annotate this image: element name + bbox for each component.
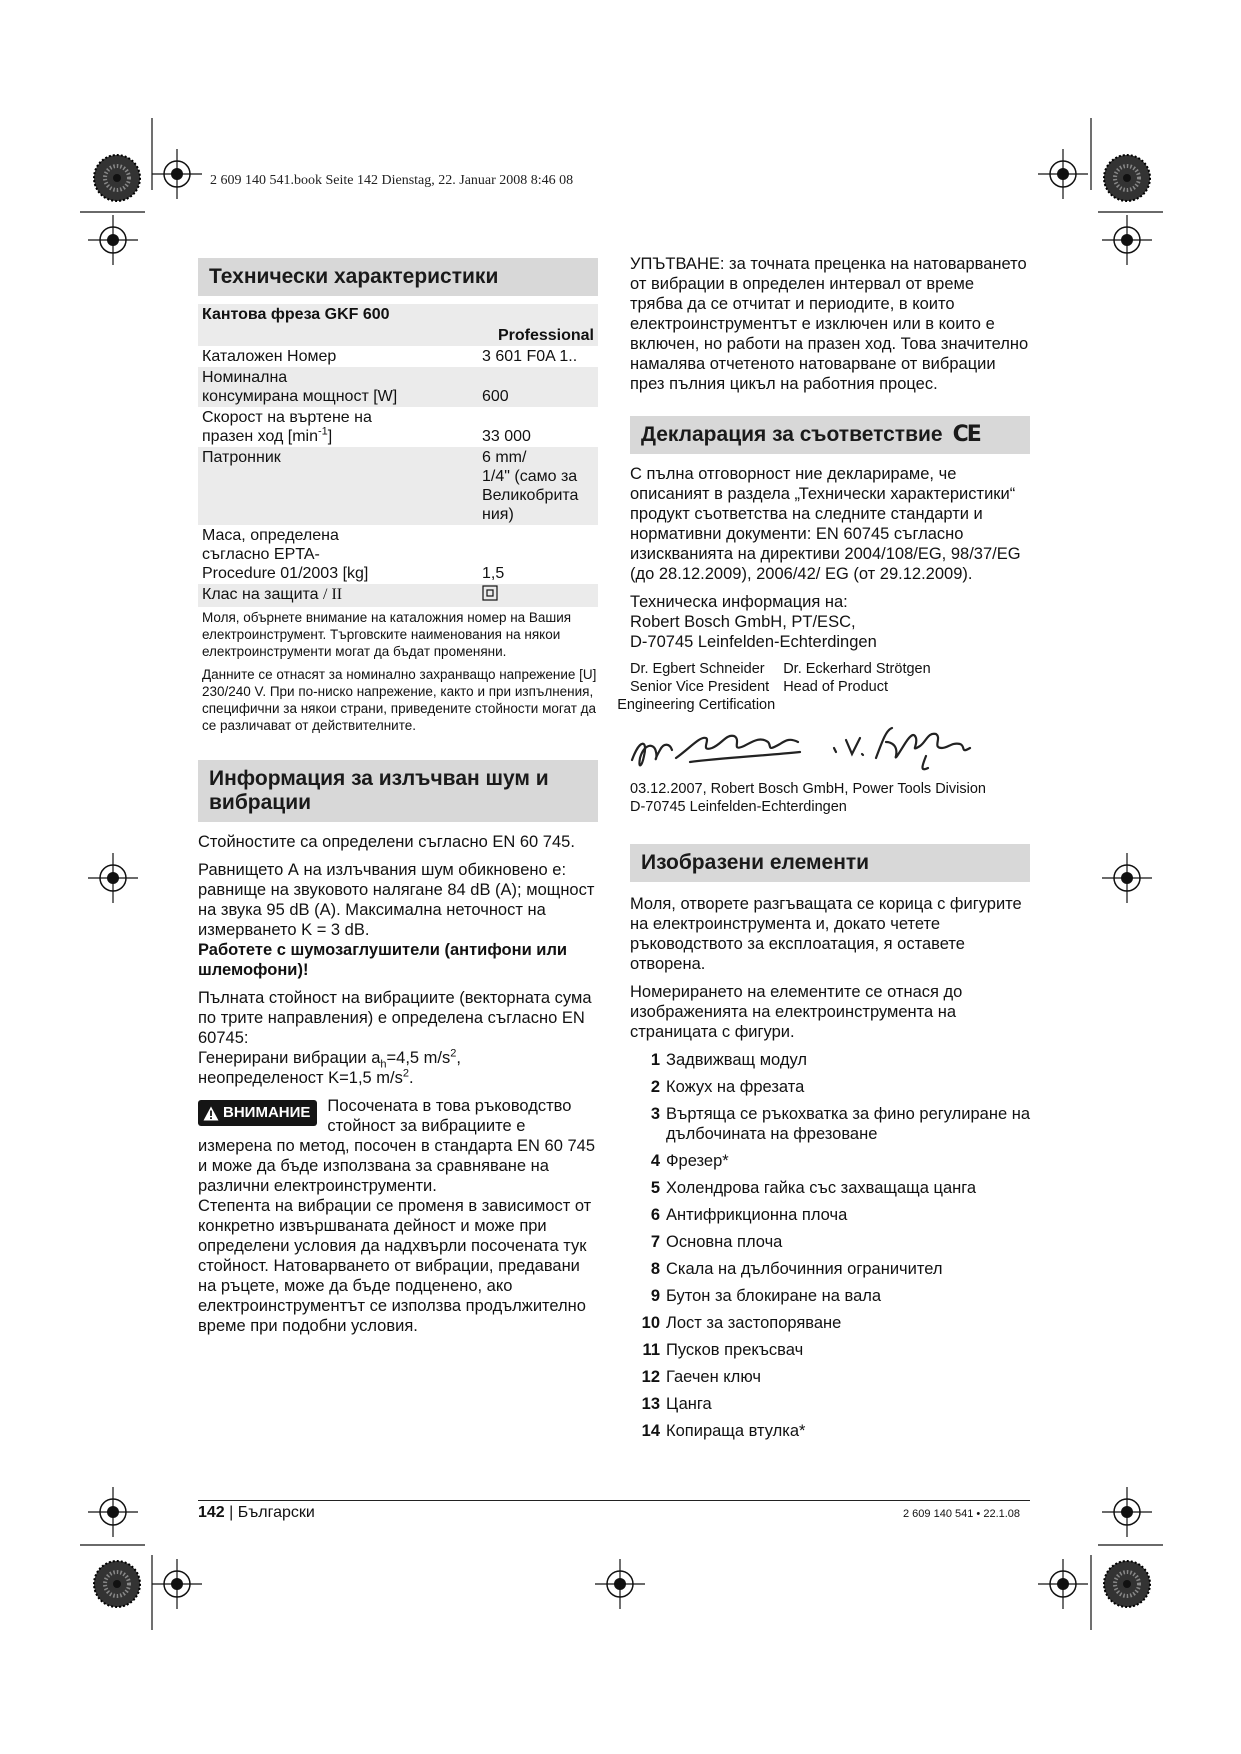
- spec-label: Клас на защита / II: [198, 584, 478, 607]
- list-item: 12 Гаечен ключ: [641, 1368, 761, 1386]
- list-item: 13 Цанга: [641, 1395, 712, 1413]
- warning-badge: ВНИМАНИЕ: [198, 1100, 317, 1126]
- print-header: 2 609 140 541.book Seite 142 Dienstag, 22. Januar 2008 8:46 08: [210, 173, 574, 188]
- signer2-title: Head of Product: [783, 679, 888, 695]
- double-insulation-icon: [478, 584, 598, 607]
- tech-info: Техническа информация на: Robert Bosch GmbH, PT/ESC, D-70745 Leinfelden-Echterdingen: [630, 593, 877, 651]
- noise-levels: Равнището А на излъчвания шум обикновено е: равнище на звуковото налягане 84 dB (A); мощност на звука 95 dB (A). Максимална неточност на измерването K = 3 dB.: [198, 861, 595, 939]
- spec-value: 3 601 F0A 1..: [482, 348, 578, 365]
- table-row: [198, 525, 598, 584]
- registration-star-top-right: [1104, 155, 1150, 201]
- list-item: 8 Скала на дълбочинния ограничител: [650, 1260, 943, 1278]
- registration-star-top-left: [94, 155, 140, 201]
- product-name: Кантова фреза GKF 600: [198, 304, 478, 325]
- noise-ear-protection: Работете с шумозаглушители (антифони или шлемофони)!: [198, 941, 568, 979]
- declaration-heading: Декларация за съответствие CE: [630, 416, 1030, 454]
- right-column: [617, 254, 1031, 1448]
- tech-heading: Технически характеристики: [198, 258, 598, 296]
- components-heading: Изобразени елементи: [630, 844, 1030, 882]
- spec-value: 600: [478, 367, 598, 407]
- list-item: 9 Бутон за блокиране на вала: [650, 1287, 882, 1305]
- signatures-image: [630, 718, 1030, 774]
- list-item: 5 Холендрова гайка със захващаща цанга: [650, 1179, 977, 1197]
- vibration-hint: УПЪТВАНЕ: за точната преценка на натоварването от вибрации в определен интервал от време трябва да се отчитат и периодите, в които електроинструментът е изключен или в които е включен, но работи на празен ход. Това значително намалява отчетеното натоварване от вибрации през пълния цикъл на работния процес.: [630, 255, 1029, 393]
- signer1-name: Dr. Egbert Schneider: [630, 661, 765, 677]
- ce-mark-icon: CE: [952, 422, 980, 447]
- spec-label: Патронник: [198, 447, 478, 525]
- spec-value: 1,5: [482, 565, 505, 582]
- page-number: 142: [198, 1504, 225, 1521]
- footer-doc-info: 2 609 140 541 • 22.1.08: [903, 1508, 1021, 1520]
- table-row: [198, 325, 598, 346]
- tech-spec-table: [198, 304, 598, 607]
- table-row: [198, 367, 598, 407]
- declaration-place-date: 03.12.2007, Robert Bosch GmbH, Power Tools Division D-70745 Leinfelden-Echterdingen: [630, 781, 986, 815]
- table-row: [198, 584, 598, 607]
- table-row: [198, 304, 598, 325]
- vibration-warning: ВНИМАНИЕ Посочената в това ръководство стойност за вибрациите е измерена по метод, посочен в стандарта EN 60 745 и може да бъде използвана за сравняване на различни електроинструменти. Степента на вибрации се променя в зависимост от конкретно извършваната дейност и може при определени условия да надхвърли посочената тук стойност. Натоварването от вибрации, предавани на ръцете, може да бъде подценено, ако електроинструментът се използва продължително време при подобни условия.: [198, 1097, 595, 1335]
- footer-language: Български: [237, 1504, 315, 1521]
- left-column: [198, 258, 598, 1344]
- registration-star-bottom-right: [1104, 1561, 1150, 1607]
- spec-label: Скорост на въртене на празен ход $[\min^{-1}]$: [202, 409, 372, 445]
- warning-triangle-icon: [203, 1106, 219, 1121]
- footer-page-info: 142 | Български: [198, 1504, 315, 1521]
- list-item: 1 Задвижващ модул: [650, 1051, 808, 1069]
- spec-value: 33 000: [482, 428, 531, 445]
- components-numbering: Номерирането на елементите се отнася до изображенията на електроинструмента на страницата с фигури.: [630, 983, 963, 1041]
- signer1-title: Senior Vice President: [630, 679, 770, 695]
- noise-standard: Стойностите са определени съгласно EN 60 745.: [198, 833, 575, 851]
- vibration-values: Пълната стойност на вибрациите (векторната сума по трите направления) е определена съгласно EN 60745: Генерирани вибрации $a_h=4,5$ $m/s^2$, неопределеност K=1,5 $m/s^2$.: [198, 989, 592, 1087]
- list-item: 11 Пусков прекъсвач: [642, 1341, 804, 1359]
- list-item: 4 Фрезер*: [650, 1152, 729, 1170]
- footer-divider: [198, 1500, 1030, 1501]
- tech-note-voltage: Данните се отнасят за номинално захранващо напрежение [U] 230/240 V. При по-ниско напрежение, както и при изпълнения, специфични за някои страни, приведените стойности могат да се различават от действителните.: [202, 667, 597, 733]
- product-line: Professional: [478, 325, 598, 346]
- spec-value: 6 mm/ 1/4" (само за Великобрита ния): [478, 447, 598, 525]
- components-intro: Моля, отворете разгъващата се корица с фигурите на електроинструмента и, докато четете ръководството за експлоатация, я оставете отворена.: [630, 895, 1022, 973]
- list-item: 7 Основна плоча: [650, 1233, 783, 1251]
- list-item: 6 Антифрикционна плоча: [650, 1206, 848, 1224]
- table-row: [198, 346, 598, 367]
- noise-heading: Информация за излъчван шум и вибрации: [198, 760, 598, 822]
- list-item: 14 Копираща втулка*: [641, 1422, 806, 1440]
- list-item: 10 Лост за застопоряване: [641, 1314, 842, 1332]
- signers: [617, 660, 1030, 714]
- signer2-title2: Engineering Certification: [617, 697, 776, 713]
- declaration-text: С пълна отговорност ние декларираме, че описаният в раздела „Технически характеристики“ продукт съответства на следните стандарти и нормативни документи: EN 60745 съгласно изискванията на директиви 2004/108/EG, 98/37/EG (до 28.12.2009), 2006/42/ EG (от 29.12.2009).: [630, 465, 1021, 583]
- table-row: [198, 447, 598, 525]
- list-item: 3 Въртяща се ръкохватка за фино регулиране на дълбочината на фрезоване: [650, 1105, 1031, 1143]
- components-list: [630, 1050, 1030, 1441]
- spec-label: Каталожен Номер: [202, 348, 337, 365]
- registration-star-bottom-left: [94, 1561, 140, 1607]
- signer2-name: Dr. Eckerhard Strötgen: [783, 661, 931, 677]
- spec-label: Маса, определена съгласно EPTA- Procedure 01/2003 [kg]: [202, 527, 369, 582]
- tech-note-catalog: Моля, обърнете внимание на каталожния номер на Вашия електроинструмент. Търговските наименования на някои електроинструменти могат да бъдат променяни.: [202, 610, 572, 659]
- spec-label: Номинална консумирана мощност [W]: [198, 367, 478, 407]
- list-item: 2 Кожух на фрезата: [650, 1078, 805, 1096]
- table-row: [198, 407, 598, 447]
